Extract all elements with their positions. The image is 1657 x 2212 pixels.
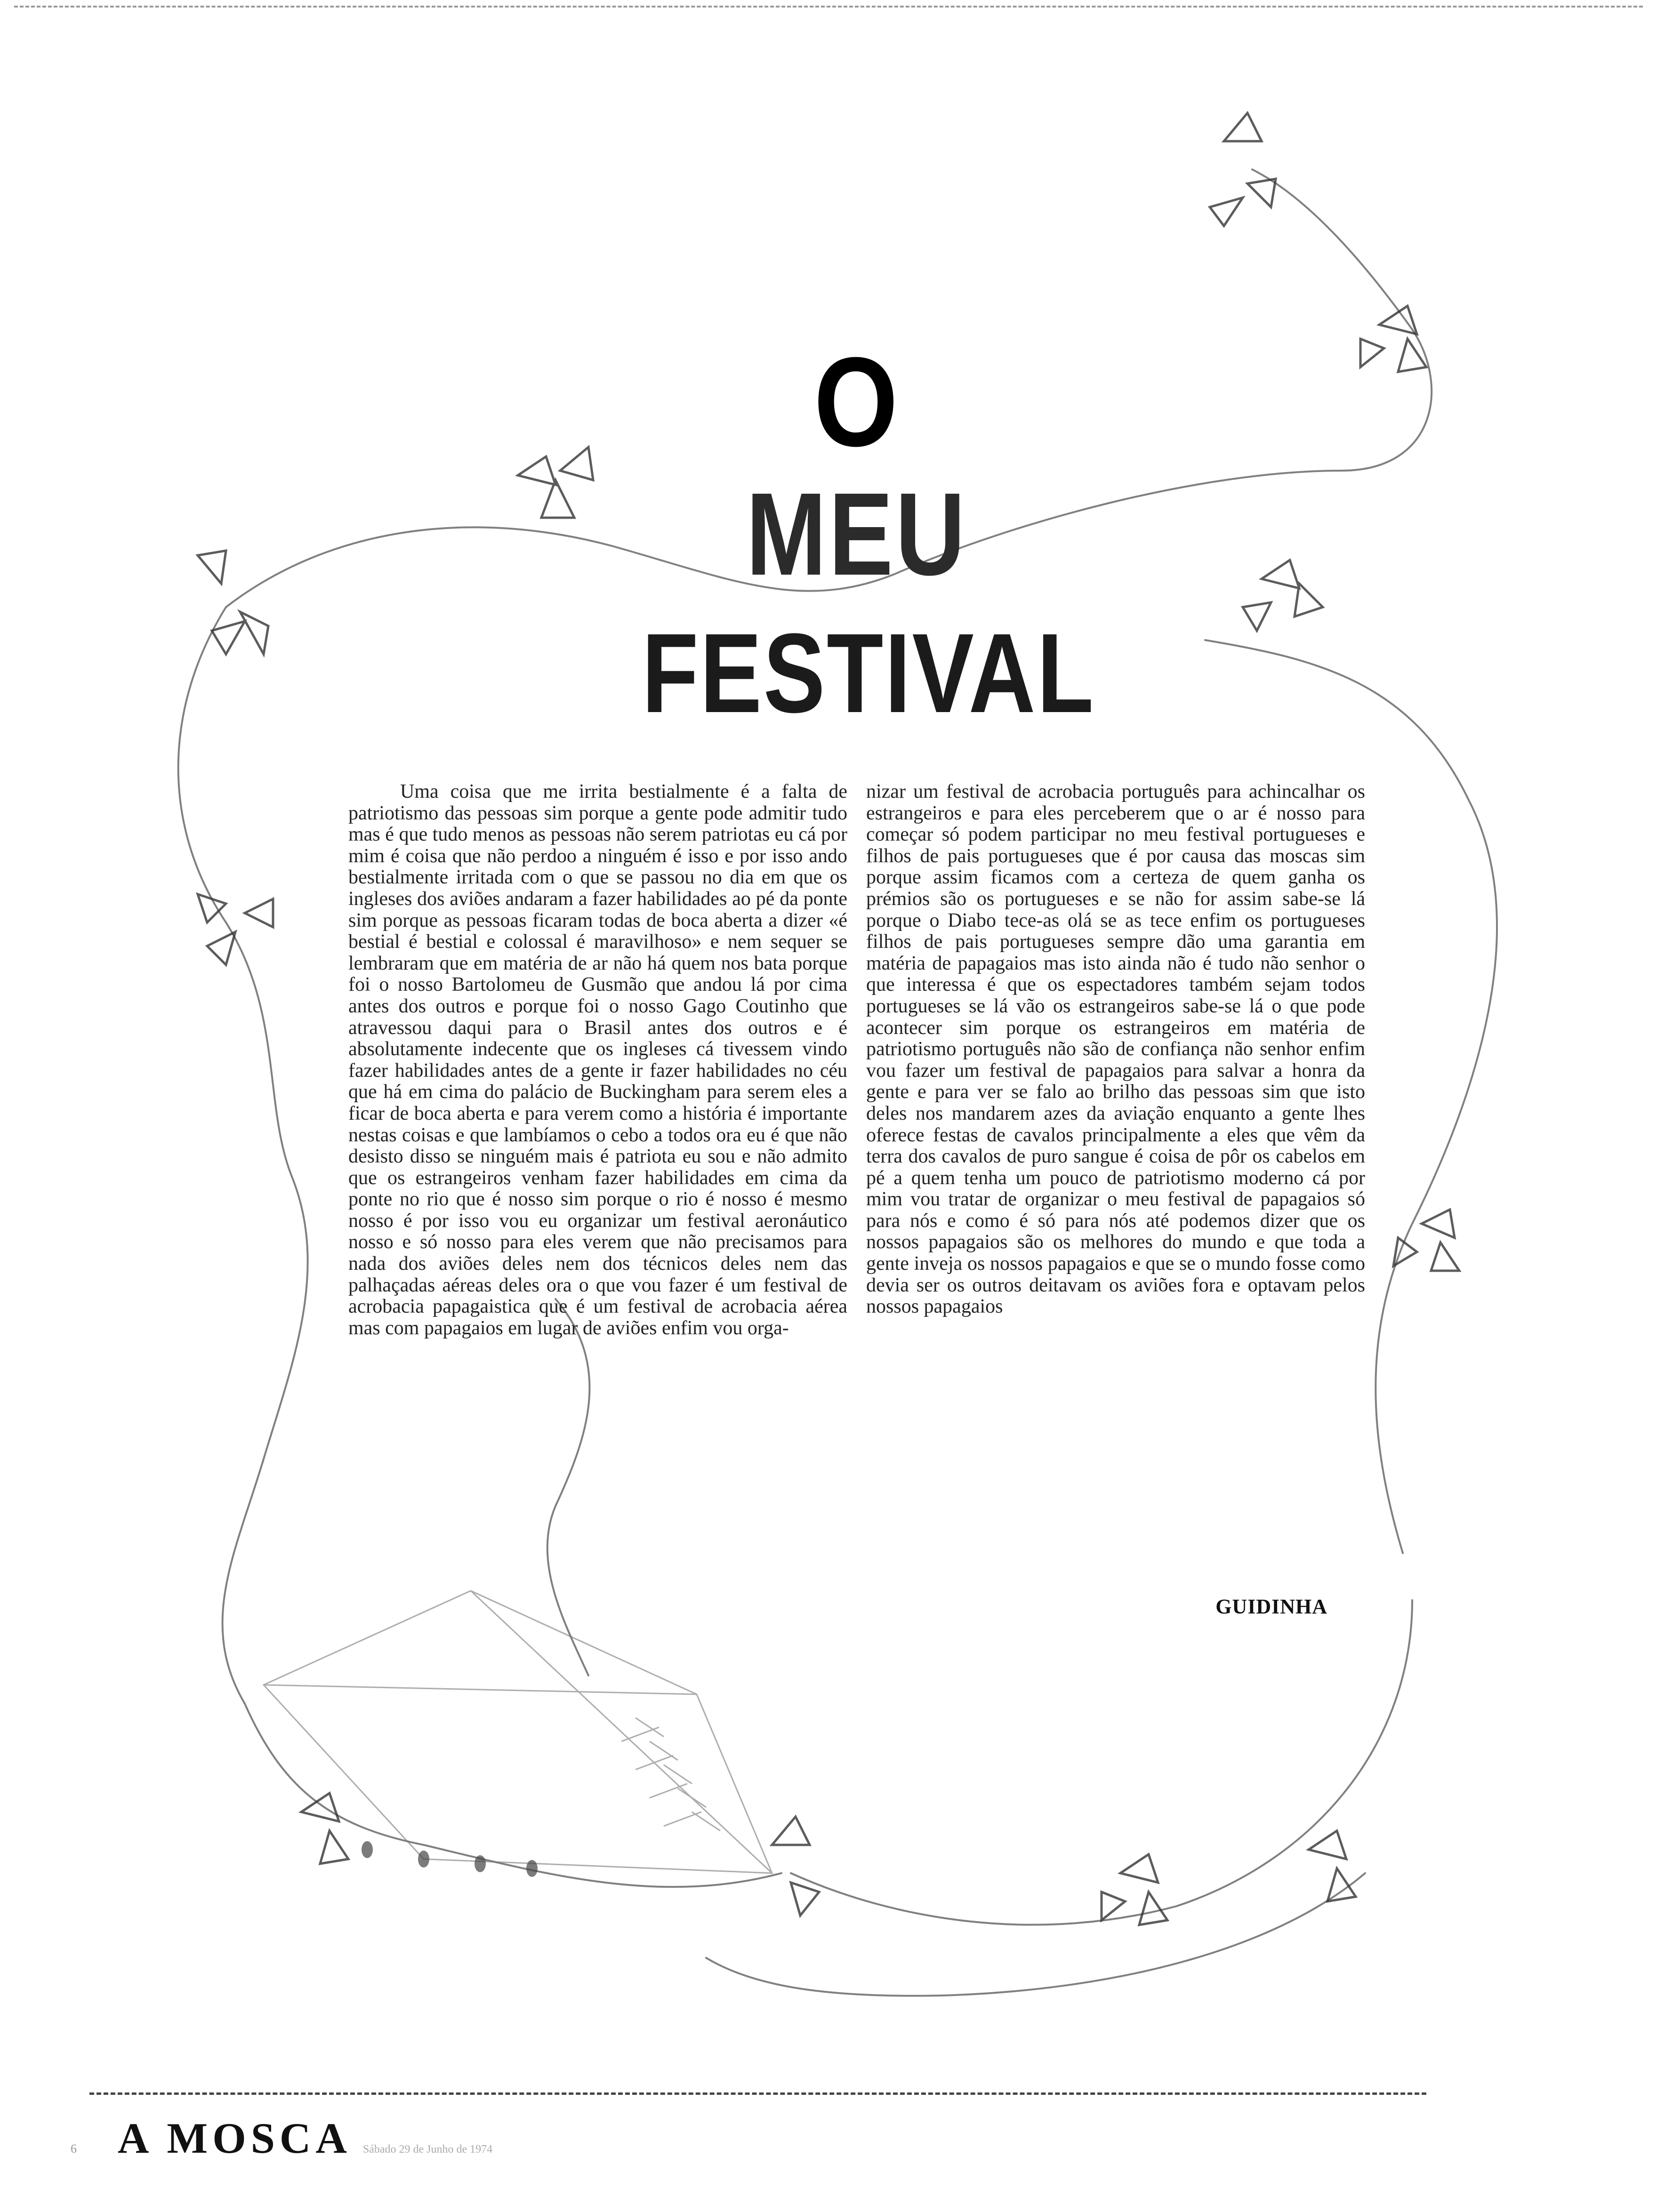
- title-line-meu: MEU: [746, 468, 968, 600]
- page-number: 6: [71, 2142, 77, 2156]
- bottom-rule: [89, 2092, 1426, 2095]
- article-paragraph-2: nizar um festival de acrobacia português para achincalhar os estrangeiros e para eles perceberem que o ar é nosso para começar só podem participar no meu festival portugueses e filhos de pais portugueses que é por causa das moscas sim porque assim ficamos com a certeza de quem ganha os prémios são os portugueses e se não for assim sabe-se lá porque o Diabo tece-as olá se as tece enfim os portugueses filhos de pais portugueses sempre dão uma garantia em matéria de papagaios mas isto ainda não é tudo não senhor o que interessa é que os espectadores também sejam todos portugueses se lá vão os estrangeiros sabe-se lá o que pode acontecer sim porque os estrangeiros em matéria de patriotismo português não são de confiança não senhor enfim vou fazer um festival de papagaios para salvar a honra da gente e para ver se falo ao brilho das pessoas sim que isto deles nos mandarem azes da aviação enquanto a gente lhes oferece festas de cavalos principalmente a eles que vêm da terra dos cavalos de puro sangue é coisa de pôr os cabelos em pé a quem tenha um pouco de patriotismo moderno cá por mim vou tratar de organizar o meu festival de papagaios só para nós e como é só para nós até podemos dizer que os nossos papagaios são os melhores do mundo e que toda a gente inveja os nossos papagaios e que se o mundo fosse como devia ser os outros deitavam os aviões fora e optavam pelos nossos papagaios: [866, 781, 1365, 1318]
- article-column-1: [348, 781, 847, 1339]
- article-paragraph-1: Uma coisa que me irrita bestialmente é a falta de patriotismo das pessoas sim porque a gente pode admitir tudo mas é que tudo menos as pessoas não serem patriotas eu cá por mim é coisa que não perdoo a ninguém é isso e por isso ando bestialmente irritada com o que se passou no dia em que os ingleses dos aviões andaram a fazer habilidades ao pé da ponte sim porque as pessoas ficaram todas de boca aberta a dizer «é bestial é bestial e colossal é maravilhoso» e nem sequer se lembraram que em matéria de ar não há quem nos bata porque foi o nosso Bartolomeu de Gusmão que andou lá por cima antes dos outros e porque foi o nosso Gago Coutinho que atravessou daqui para o Brasil antes dos outros e é absolutamente indecente que os ingleses cá tivessem vindo fazer habilidades antes de a gente ir fazer habilidades no céu que há em cima do palácio de Buckingham para serem eles a ficar de boca aberta e para verem como a história é importante nestas coisas e que lambíamos o cebo a todos ora eu é que não desisto disso se ninguém mais é patriota eu sou e não admito que os estrangeiros venham fazer habilidades em cima da ponte no rio que é nosso sim porque o rio é nosso é mesmo nosso é por isso vou eu organizar um festival aeronáutico nosso e só nosso para eles verem que não precisamos para nada dos aviões deles nem dos técnicos deles nem das palhaçadas aéreas deles ora o que vou fazer é um festival de acrobacia papagaistica que é um festival de acrobacia aérea mas com papagaios em lugar de aviões enfim vou orga-: [348, 781, 847, 1339]
- title-line-o: O: [814, 331, 900, 473]
- title-line-festival: FESTIVAL: [642, 610, 1095, 736]
- author-signature: GUIDINHA: [1215, 1595, 1327, 1618]
- magazine-name: A MOSCA: [118, 2114, 352, 2162]
- page-footer: [71, 2113, 492, 2160]
- issue-date: Sábado 29 de Junho de 1974: [362, 2143, 493, 2156]
- article-column-2: [866, 781, 1365, 1318]
